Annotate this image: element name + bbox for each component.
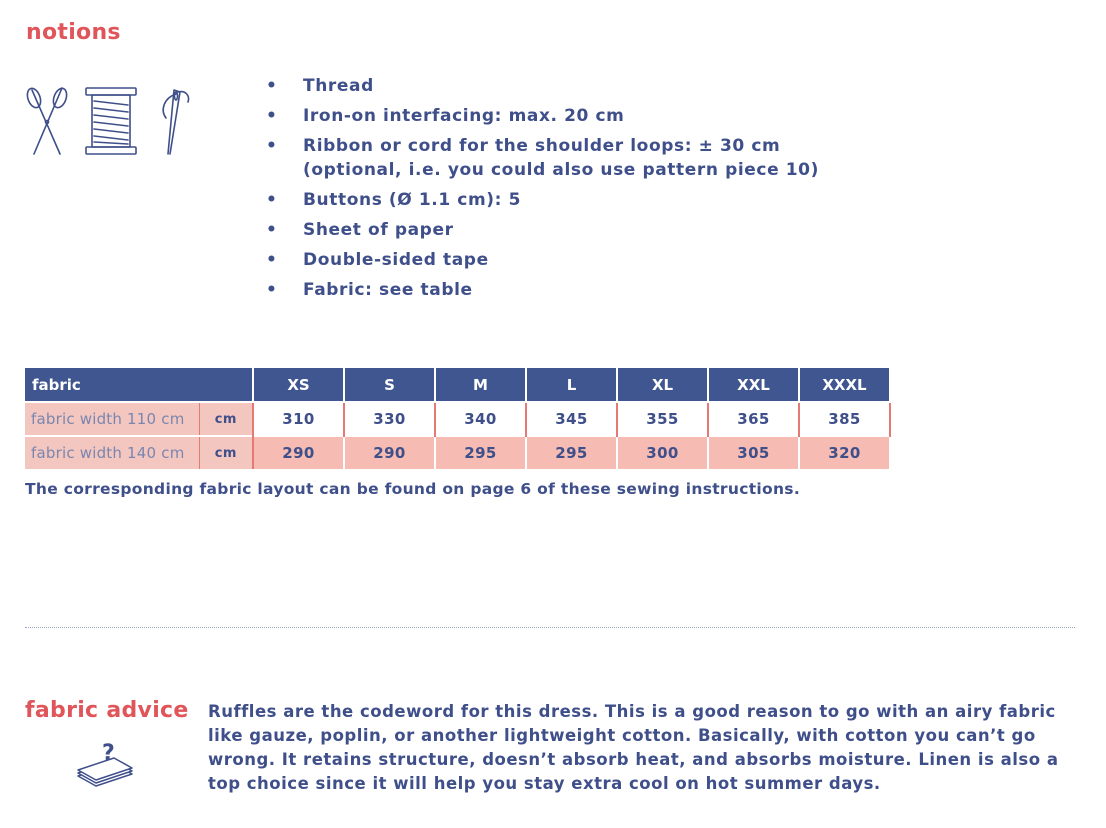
fabric-advice-text: Ruffles are the codeword for this dress. This is a good reason to go with an airy fabric like gauze, poplin, or another lightweight cotton. Basically, with cotton you can’t go wrong. It retains structure, doesn’t absorb heat, and absorbs moisture. Linen is also a top choice since it will help you stay extra cool on hot summer days. — [208, 702, 1059, 793]
size-header: XL — [617, 368, 708, 402]
unit-label: cm — [199, 436, 253, 469]
table-cell: 295 — [526, 436, 617, 469]
scissors-icon — [25, 87, 69, 154]
size-header: XXL — [708, 368, 799, 402]
size-header: XS — [253, 368, 344, 402]
row-label: fabric width 110 cm — [25, 402, 199, 436]
notion-item-buttons: • Buttons (Ø 1.1 cm): 5 — [266, 188, 886, 212]
notion-item-ribbon: • Ribbon or cord for the shoulder loops: ± 30 cm (optional, i.e. you could also use pattern piece 10) — [266, 134, 886, 182]
fabric-requirements-table — [25, 368, 891, 469]
notion-item-thread: • Thread — [266, 74, 886, 98]
size-header: M — [435, 368, 526, 402]
table-row — [25, 402, 890, 436]
table-cell: 355 — [617, 402, 708, 436]
table-cell: 385 — [799, 402, 890, 436]
fabric-advice-heading: fabric advice — [25, 698, 189, 723]
fabric-layout-note: The corresponding fabric layout can be found on page 6 of these sewing instructions. — [25, 480, 801, 498]
section-divider — [25, 627, 1075, 628]
thread-spool-icon — [86, 88, 136, 154]
table-header-row — [25, 368, 890, 402]
table-cell: 310 — [253, 402, 344, 436]
table-cell: 290 — [344, 436, 435, 469]
table-cell: 365 — [708, 402, 799, 436]
table-cell: 300 — [617, 436, 708, 469]
notion-item-interfacing: • Iron-on interfacing: max. 20 cm — [266, 104, 886, 128]
table-cell: 320 — [799, 436, 890, 469]
table-cell: 290 — [253, 436, 344, 469]
table-cell: 295 — [435, 436, 526, 469]
size-header: L — [526, 368, 617, 402]
table-cell: 340 — [435, 402, 526, 436]
notion-item-fabric: • Fabric: see table — [266, 278, 886, 302]
size-header: S — [344, 368, 435, 402]
needle-icon — [163, 90, 188, 154]
fabric-question-icon — [74, 738, 136, 788]
table-cell: 330 — [344, 402, 435, 436]
sewing-tools-icons — [24, 84, 194, 158]
size-header: XXXL — [799, 368, 890, 402]
svg-text:?: ? — [102, 741, 115, 766]
notion-item-paper: • Sheet of paper — [266, 218, 886, 242]
notion-item-tape: • Double-sided tape — [266, 248, 886, 272]
notions-heading: notions — [26, 20, 121, 45]
unit-label: cm — [199, 402, 253, 436]
notions-list — [266, 74, 886, 308]
table-header-fabric: fabric — [25, 368, 253, 402]
table-row — [25, 436, 890, 469]
row-label: fabric width 140 cm — [25, 436, 199, 469]
table-cell: 305 — [708, 436, 799, 469]
table-cell: 345 — [526, 402, 617, 436]
